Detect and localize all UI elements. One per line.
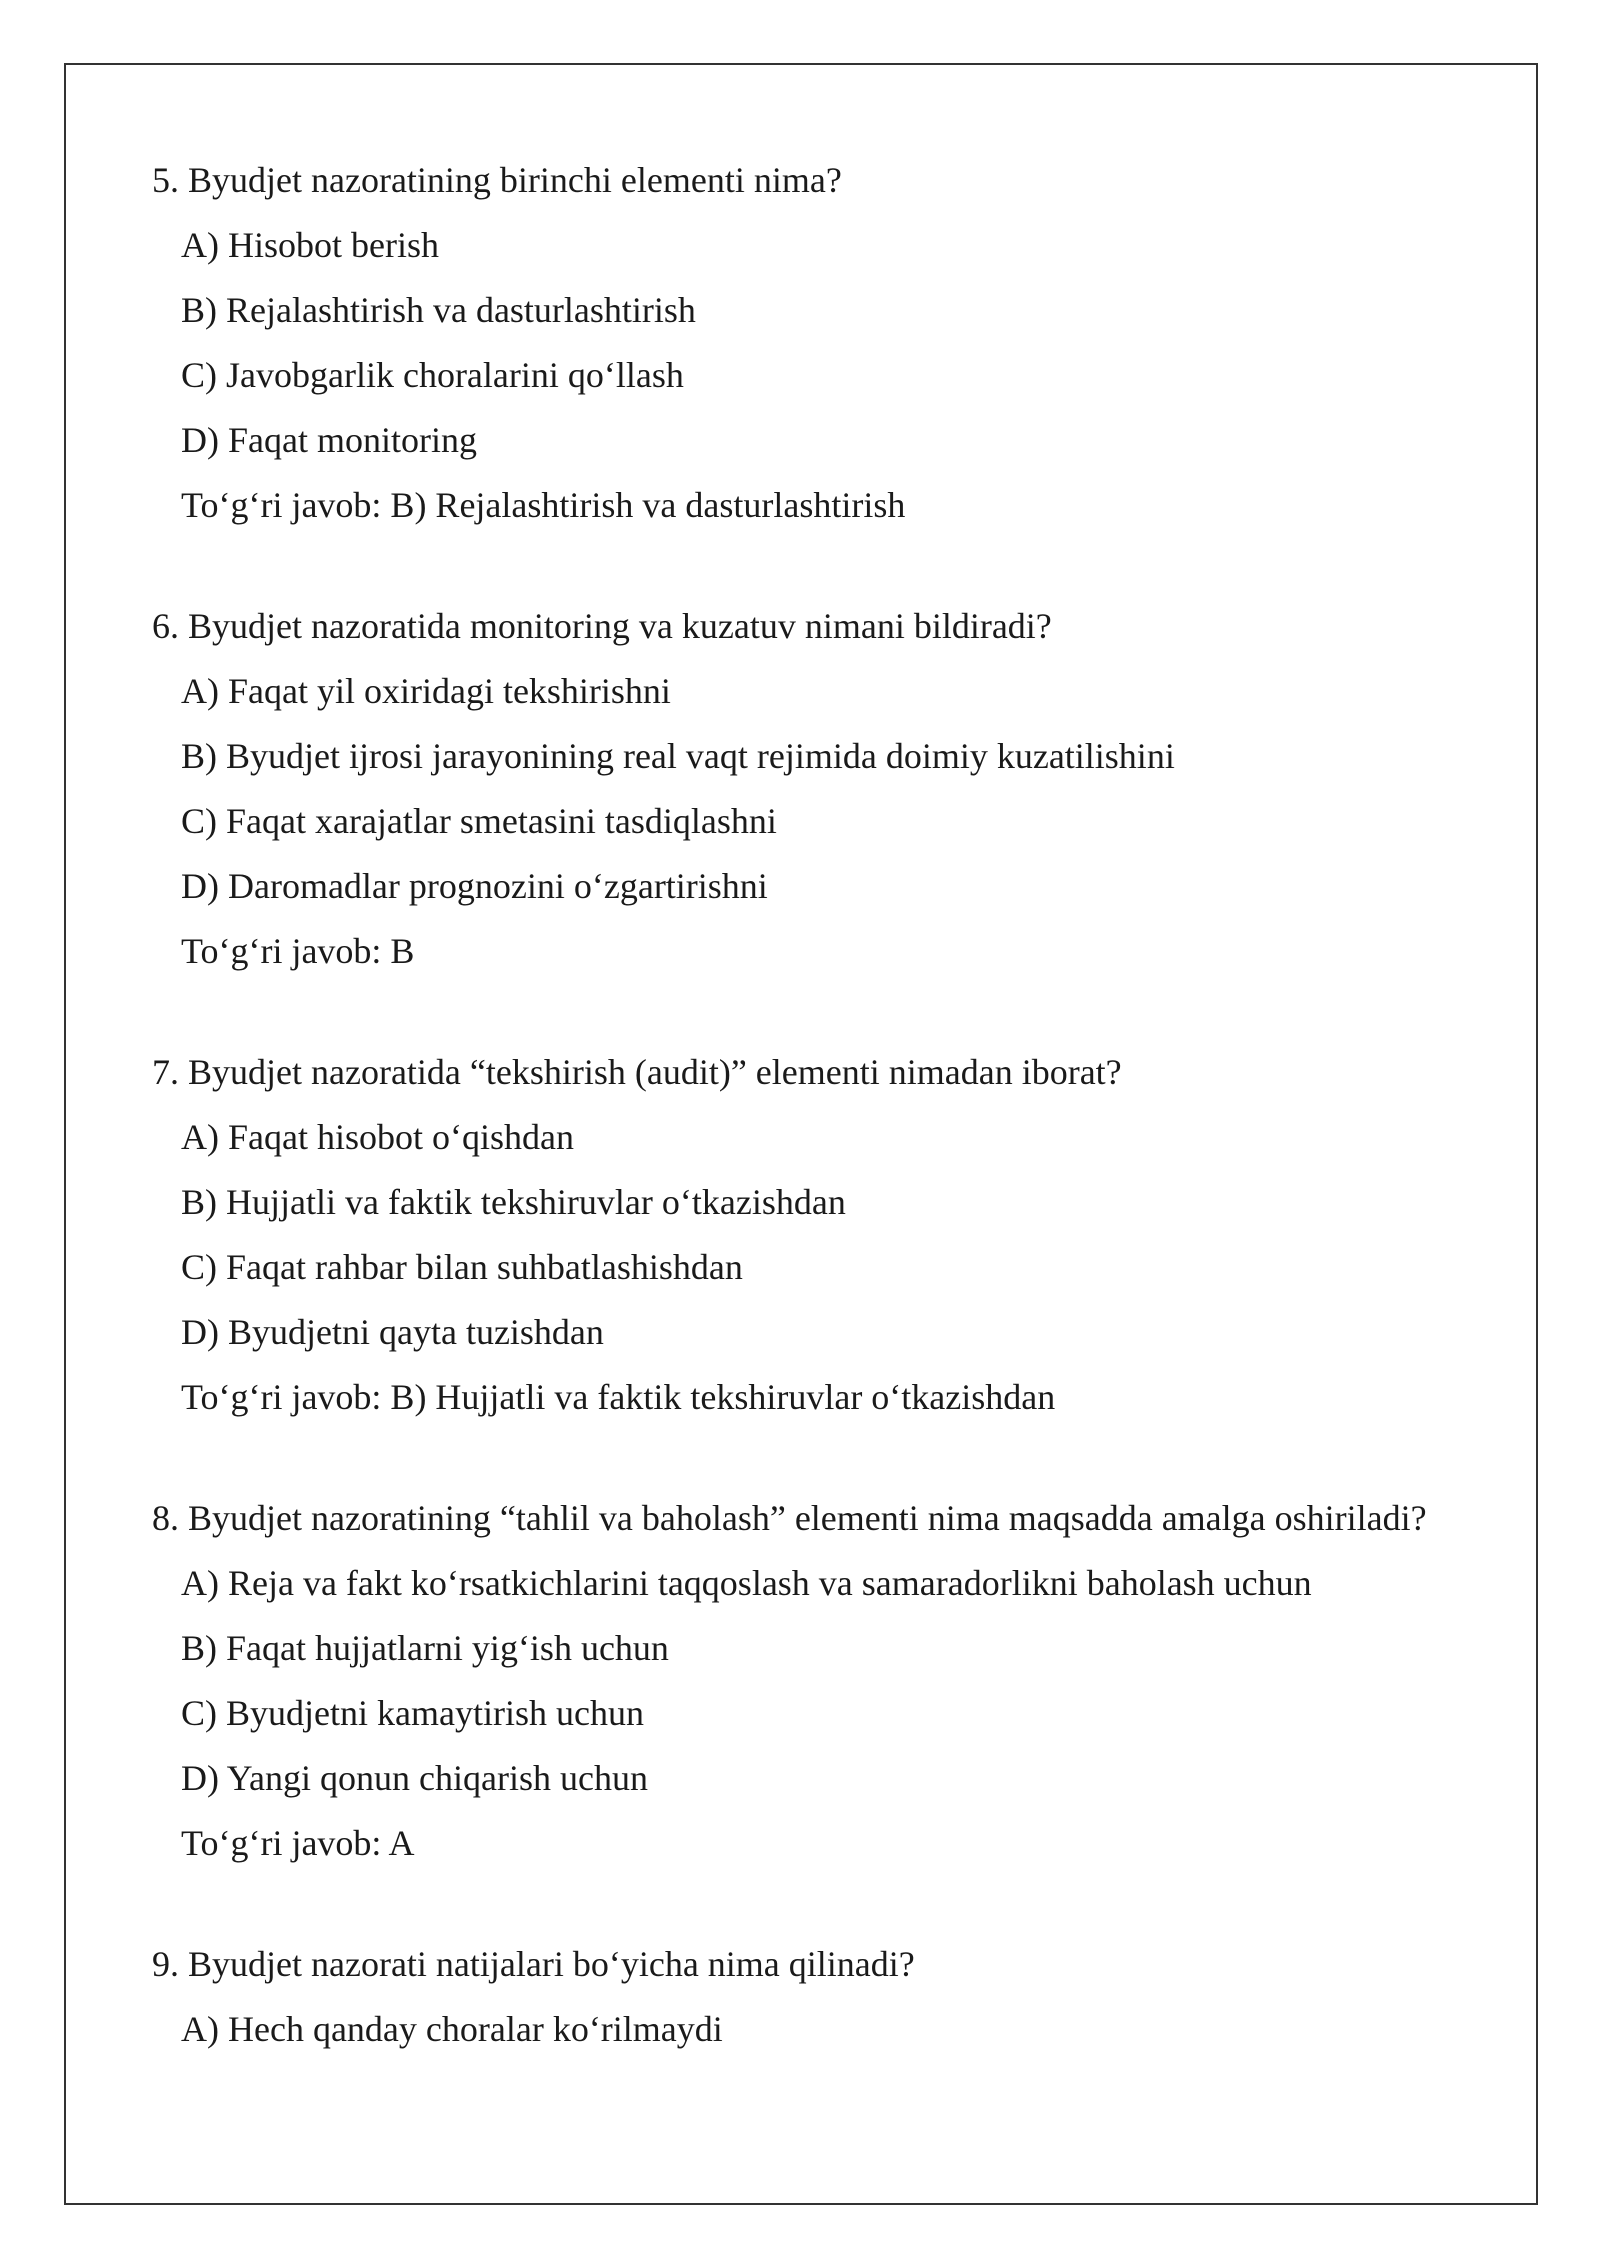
- option-a: A) Faqat hisobot o‘qishdan: [181, 1117, 574, 1157]
- question-text: 6. Byudjet nazoratida monitoring va kuzatuv nimani bildiradi?: [152, 606, 1052, 646]
- question-6: [152, 594, 1492, 984]
- option-c: C) Faqat xarajatlar smetasini tasdiqlashni: [181, 801, 777, 841]
- option-a: A) Faqat yil oxiridagi tekshirishni: [181, 671, 671, 711]
- option-c: C) Javobgarlik choralarini qo‘llash: [181, 355, 684, 395]
- question-8: [152, 1486, 1492, 1876]
- question-text: 8. Byudjet nazoratining “tahlil va baholash” elementi nima maqsadda amalga oshiriladi?: [152, 1498, 1427, 1538]
- question-5: [152, 148, 1492, 538]
- question-text: 9. Byudjet nazorati natijalari bo‘yicha nima qilinadi?: [152, 1944, 915, 1984]
- option-d: D) Daromadlar prognozini o‘zgartirishni: [181, 866, 768, 906]
- correct-answer: To‘g‘ri javob: B) Rejalashtirish va dasturlashtirish: [181, 485, 906, 525]
- option-b: B) Hujjatli va faktik tekshiruvlar o‘tkazishdan: [181, 1182, 846, 1222]
- question-7: [152, 1040, 1492, 1430]
- option-b: B) Rejalashtirish va dasturlashtirish: [181, 290, 696, 330]
- option-d: D) Yangi qonun chiqarish uchun: [181, 1758, 648, 1798]
- option-a: A) Hisobot berish: [181, 225, 439, 265]
- option-b: B) Faqat hujjatlarni yig‘ish uchun: [181, 1628, 669, 1668]
- question-text: 7. Byudjet nazoratida “tekshirish (audit)” elementi nimadan iborat?: [152, 1052, 1122, 1092]
- option-c: C) Faqat rahbar bilan suhbatlashishdan: [181, 1247, 743, 1287]
- document-body: [152, 148, 1492, 2118]
- option-d: D) Faqat monitoring: [181, 420, 477, 460]
- correct-answer: To‘g‘ri javob: A: [181, 1823, 415, 1863]
- correct-answer: To‘g‘ri javob: B: [181, 931, 415, 971]
- option-a: A) Reja va fakt ko‘rsatkichlarini taqqoslash va samaradorlikni baholash uchun: [181, 1563, 1312, 1603]
- question-text: 5. Byudjet nazoratining birinchi elementi nima?: [152, 160, 842, 200]
- option-d: D) Byudjetni qayta tuzishdan: [181, 1312, 604, 1352]
- option-a: A) Hech qanday choralar ko‘rilmaydi: [181, 2009, 723, 2049]
- correct-answer: To‘g‘ri javob: B) Hujjatli va faktik tekshiruvlar o‘tkazishdan: [181, 1377, 1056, 1417]
- option-c: C) Byudjetni kamaytirish uchun: [181, 1693, 644, 1733]
- option-b: B) Byudjet ijrosi jarayonining real vaqt rejimida doimiy kuzatilishini: [181, 736, 1175, 776]
- question-9: [152, 1932, 1492, 2062]
